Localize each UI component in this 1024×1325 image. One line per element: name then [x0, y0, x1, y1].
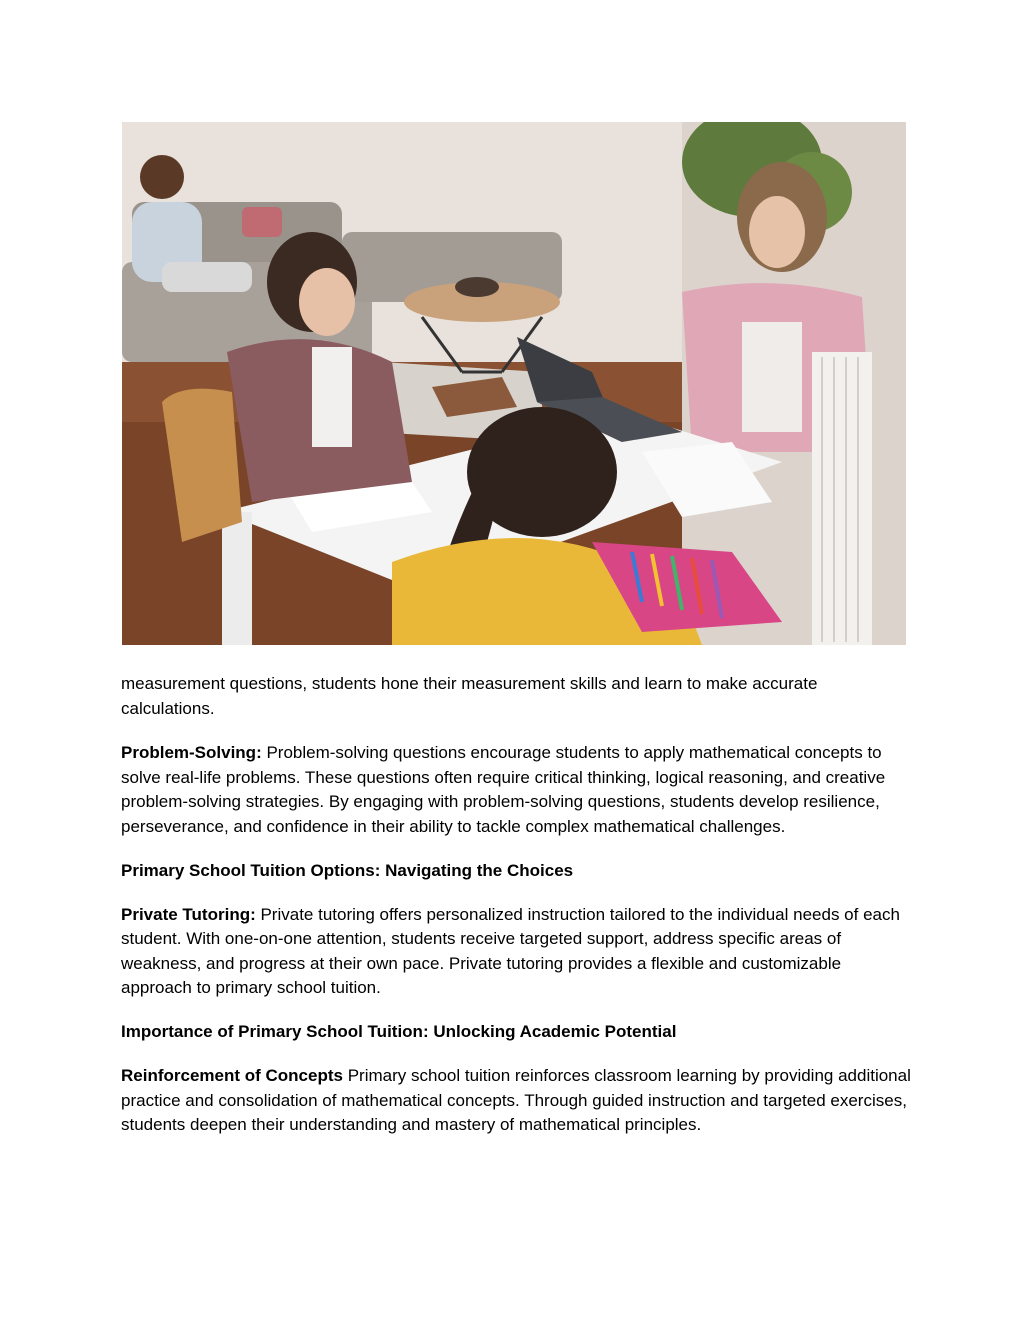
paragraph-text: measurement questions, students hone their measurement skills and learn to make accurate calculations.	[121, 674, 818, 718]
paragraph-private-tutoring	[121, 903, 911, 1001]
family-study-photo	[122, 122, 906, 645]
photo-illustration	[122, 122, 906, 645]
paragraph-reinforcement	[121, 1064, 911, 1138]
section-heading-importance: Importance of Primary School Tuition: Unlocking Academic Potential	[121, 1022, 677, 1041]
paragraph-problem-solving	[121, 741, 911, 839]
paragraph-text: Private tutoring offers personalized instruction tailored to the individual needs of each student. With one-on-one attention, students receive targeted support, address specific areas of weakness, and progress at their own pace. Private tutoring provides a flexible and customizable approach to primary school tuition.	[121, 904, 900, 997]
paragraph-label: Reinforcement of Concepts	[121, 1066, 343, 1085]
paragraph-measurement-continued	[121, 672, 911, 721]
paragraph-label: Problem-Solving:	[121, 743, 262, 762]
paragraph-label: Private Tutoring:	[121, 904, 256, 924]
paragraph-text: Primary school tuition reinforces classroom learning by providing additional practice and consolidation of mathematical concepts. Through guided instruction and targeted exercises, students deepen their understanding and mastery of mathematical principles.	[121, 1066, 911, 1134]
article-body	[121, 672, 911, 1157]
paragraph-text: Problem-solving questions encourage students to apply mathematical concepts to solve real-life problems. These questions often require critical thinking, logical reasoning, and creative problem-solving strategies. By engaging with problem-solving questions, students develop resilience, perseverance, and confidence in their ability to tackle complex mathematical challenges.	[121, 743, 886, 836]
section-heading-tuition-options: Primary School Tuition Options: Navigating the Choices	[121, 860, 574, 880]
